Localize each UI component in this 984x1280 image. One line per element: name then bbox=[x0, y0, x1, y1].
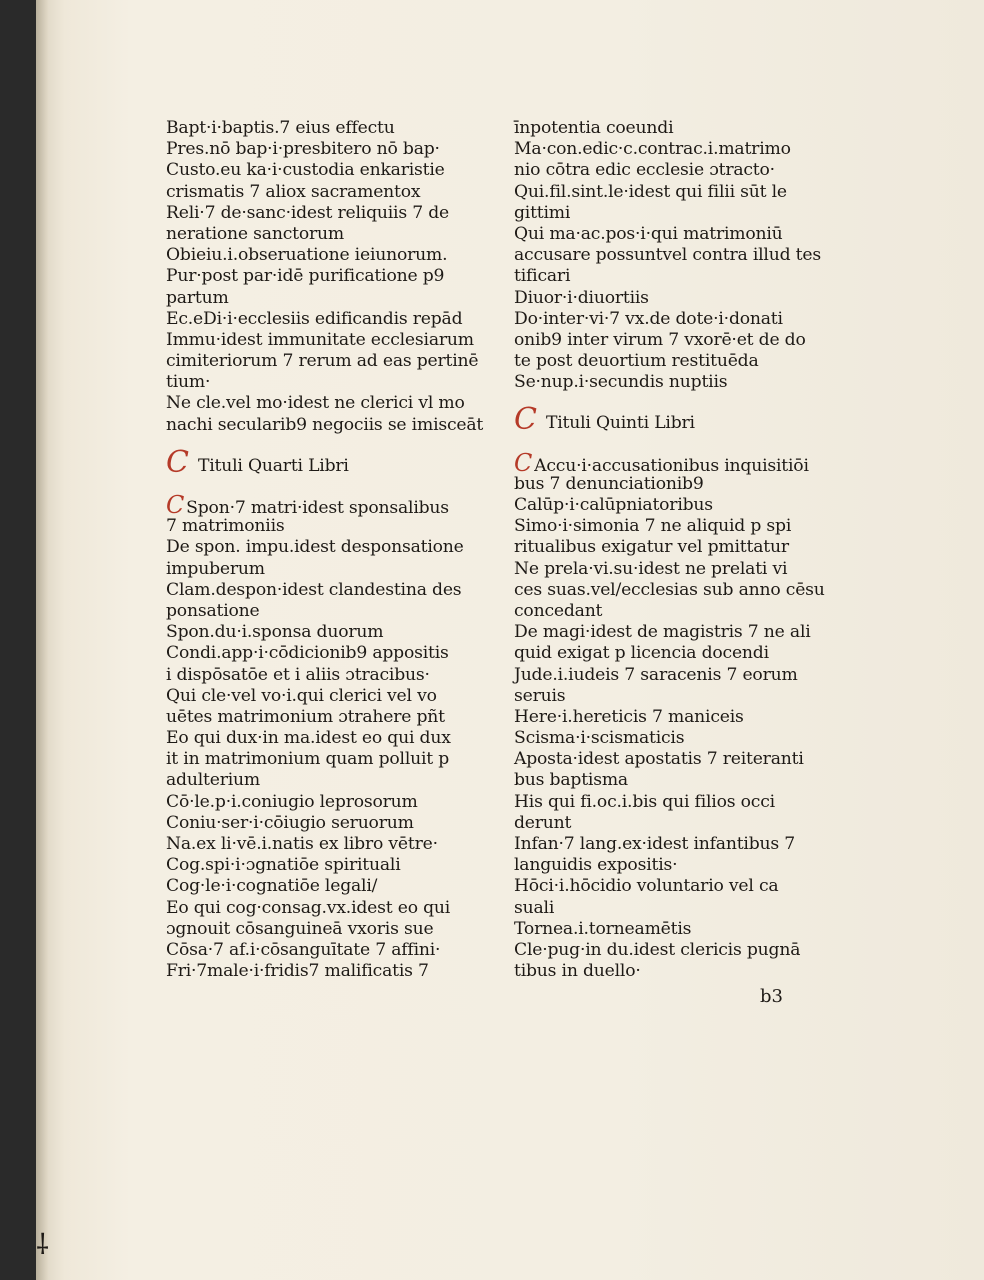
text-line: Se·nup.i·secundis nuptiis bbox=[514, 372, 728, 393]
text-line: Qui ma·ac.pos·i·qui matrimoniū bbox=[514, 223, 783, 244]
text-line: Eo qui cog·consag.vx.idest eo qui bbox=[166, 897, 451, 918]
folio-signature: b3 bbox=[760, 986, 783, 1007]
text-line: Condi.app·i·cōdicionib9 appositis bbox=[166, 643, 449, 664]
text-line: impuberum bbox=[166, 558, 265, 579]
text-line: Pres.nō bap·i·presbitero nō bap· bbox=[166, 139, 440, 160]
text-line: īnpotentia coeundi bbox=[514, 118, 674, 138]
text-line: Scisma·i·scismaticis bbox=[514, 728, 685, 749]
text-line: De magi·idest de magistris 7 ne ali bbox=[514, 622, 811, 643]
left-lines-a bbox=[166, 118, 484, 436]
heading-text: Tituli Quarti Libri bbox=[198, 455, 349, 476]
text-line: seruis bbox=[514, 685, 566, 706]
page-gutter bbox=[36, 0, 48, 1280]
first-entry: C Accu·i·accusationibus inquisitiōi bbox=[514, 448, 809, 477]
text-line: Reli·7 de·sanc·idest reliquiis 7 de bbox=[166, 202, 449, 223]
text-line: Eo qui dux·in ma.idest eo qui dux bbox=[166, 728, 451, 749]
text-line: accusare possuntvel contra illud tes bbox=[514, 245, 821, 266]
text-line: crismatis 7 aliox sacramentox bbox=[166, 181, 421, 202]
text-line: Ec.eDi·i·ecclesiis edificandis repād bbox=[166, 308, 463, 329]
text-line: Fri·7male·i·fridis7 malificatis 7 bbox=[166, 961, 429, 982]
text-line: Cog.spi·i·ɔgnatiōe spirituali bbox=[166, 855, 401, 876]
text-line: Qui cle·vel vo·i.qui clerici vel vo bbox=[166, 685, 437, 706]
heading-quinti bbox=[514, 402, 814, 438]
text-line: Infan·7 lang.ex·idest infantibus 7 bbox=[514, 834, 796, 854]
text-line: Calūp·i·calūpniatoribus bbox=[514, 495, 713, 515]
text-line: Spon.du·i.sponsa duorum bbox=[166, 622, 384, 643]
text-line: concedant bbox=[514, 600, 603, 621]
right-column bbox=[514, 118, 825, 982]
text-line: tificari bbox=[514, 266, 571, 287]
text-line: cimiteriorum 7 rerum ad eas pertinē bbox=[166, 351, 479, 372]
text-line: Cog·le·i·cognatiōe legali/ bbox=[166, 876, 378, 897]
text-line: te post deuortium restituēda bbox=[514, 351, 759, 372]
text-line: Custo.eu ka·i·custodia enkaristie bbox=[166, 160, 445, 181]
text-line: nio cōtra edic ecclesie ɔtracto· bbox=[514, 160, 775, 181]
first-entry: C Spon·7 matri·idest sponsalibus bbox=[166, 491, 449, 519]
text-line: ritualibus exigatur vel pmittatur bbox=[514, 537, 789, 558]
text-line: i dispōsatōe et i aliis ɔtracibus· bbox=[166, 664, 430, 685]
text-line: ɔgnouit cōsanguineā vxoris sue bbox=[166, 918, 434, 939]
left-lines-b bbox=[166, 516, 466, 982]
left-column bbox=[166, 118, 484, 982]
text-line: Qui.fil.sint.le·idest qui filii sūt le bbox=[514, 181, 787, 202]
text-line: Cle·pug·in du.idest clericis pugnā bbox=[514, 939, 801, 960]
text-line: gittimi bbox=[514, 202, 571, 223]
book-page bbox=[36, 0, 984, 1280]
right-lines-a bbox=[514, 118, 821, 393]
text-line: tibus in duello· bbox=[514, 961, 641, 982]
text-line: it in matrimonium quam polluit p bbox=[166, 749, 450, 770]
text-line: Immu·idest immunitate ecclesiarum bbox=[166, 329, 474, 350]
text-line: ces suas.vel/ecclesias sub anno cēsu bbox=[514, 579, 825, 600]
text-line: Simo·i·simonia 7 ne aliquid p spi bbox=[514, 516, 792, 537]
text-line: Bapt·i·baptis.7 eius effectu bbox=[166, 118, 395, 138]
text-line: ponsatione bbox=[166, 600, 260, 621]
rubric-initial: C bbox=[166, 491, 185, 519]
text-line: uētes matrimonium ɔtrahere pñt bbox=[166, 706, 445, 727]
text-line: Na.ex li·vē.i.natis ex libro vētre· bbox=[166, 834, 438, 854]
heading-text: Tituli Quinti Libri bbox=[546, 413, 695, 434]
rubric-initial: C bbox=[514, 402, 537, 438]
text-line: De spon. impu.idest desponsatione bbox=[166, 537, 464, 558]
text-line: languidis expositis· bbox=[514, 855, 678, 876]
text-line: quid exigat p licencia docendi bbox=[514, 643, 769, 664]
text-line: nachi secularib9 negociis se imisceāt bbox=[166, 414, 484, 435]
rubric-initial: C bbox=[514, 448, 533, 477]
text-line: Ne cle.vel mo·idest ne clerici vl mo bbox=[166, 393, 465, 414]
text-line: Pur·post par·idē purificatione p9 bbox=[166, 266, 445, 287]
text-line: Diuor·i·diuortiis bbox=[514, 287, 649, 308]
heading-quarti bbox=[166, 444, 466, 480]
text-line: 7 matrimoniis bbox=[166, 516, 285, 537]
corner-mark: ⸸ bbox=[36, 1228, 50, 1261]
text-line: onib9 inter virum 7 vxorē·et de do bbox=[514, 329, 806, 350]
text-line: suali bbox=[514, 897, 555, 918]
text-line: Cō·le.p·i.coniugio leprosorum bbox=[166, 791, 418, 812]
text-line: partum bbox=[166, 287, 229, 308]
text-line: Jude.i.iudeis 7 saracenis 7 eorum bbox=[514, 664, 798, 685]
text-line: derunt bbox=[514, 812, 572, 833]
text-line: Hōci·i.hōcidio voluntario vel ca bbox=[514, 876, 779, 897]
text-line: tium· bbox=[166, 372, 211, 393]
text-line: bus baptisma bbox=[514, 770, 628, 791]
text-line: His qui fi.oc.i.bis qui filios occi bbox=[514, 791, 775, 812]
text-line: Obieiu.i.obseruatione ieiunorum. bbox=[166, 245, 448, 266]
text-line: neratione sanctorum bbox=[166, 223, 344, 244]
text-line: Tornea.i.torneamētis bbox=[514, 918, 692, 939]
text-line: Do·inter·vi·7 vx.de dote·i·donati bbox=[514, 308, 783, 329]
text-line: Clam.despon·idest clandestina des bbox=[166, 579, 462, 600]
text-line: adulterium bbox=[166, 770, 260, 791]
text-line: Cōsa·7 af.i·cōsanguītate 7 affini· bbox=[166, 939, 441, 960]
text-line: Aposta·idest apostatis 7 reiteranti bbox=[514, 749, 804, 770]
text-line: Coniu·ser·i·cōiugio seruorum bbox=[166, 812, 414, 833]
text-line: bus 7 denunciationib9 bbox=[514, 473, 704, 494]
right-lines-b bbox=[514, 473, 825, 983]
text-line: Here·i.hereticis 7 maniceis bbox=[514, 706, 744, 727]
rubric-initial: C bbox=[166, 444, 189, 480]
text-line: Ma·con.edic·c.contrac.i.matrimo bbox=[514, 139, 791, 160]
text-line: Ne prela·vi.su·idest ne prelati vi bbox=[514, 558, 788, 579]
